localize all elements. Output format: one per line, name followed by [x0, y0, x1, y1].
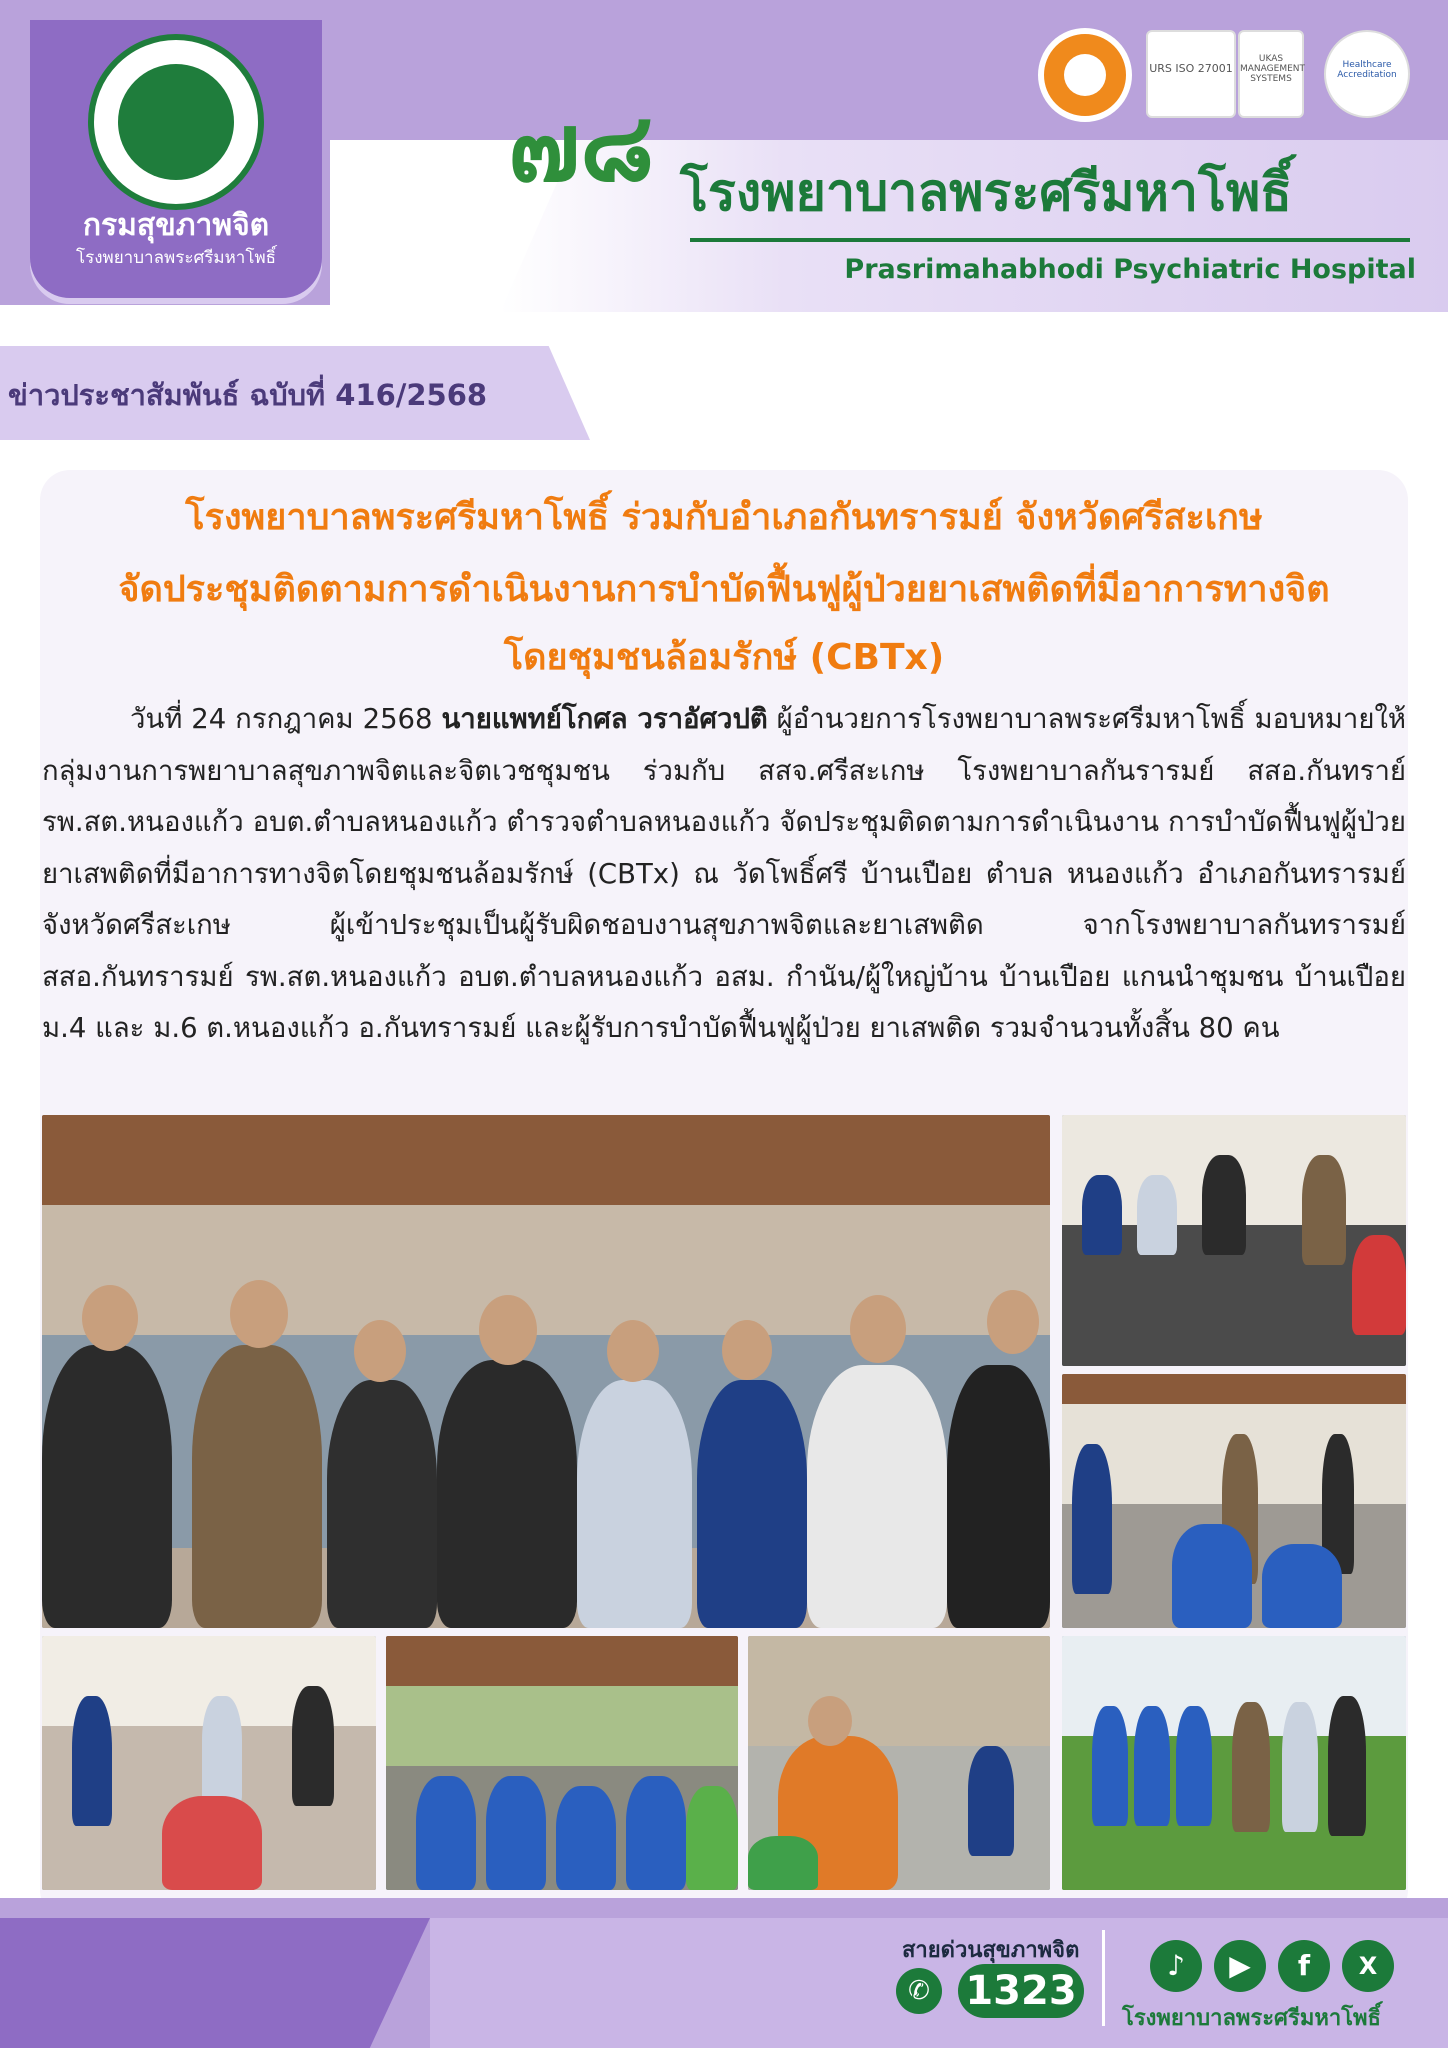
hotline-label: สายด่วนสุขภาพจิต	[902, 1938, 1080, 1963]
footer-hospital-name: โรงพยาบาลพระศรีมหาโพธิ์	[1122, 2006, 1381, 2031]
photo-meeting-2	[386, 1636, 738, 1890]
hospital-emblem-center	[1064, 54, 1106, 96]
photo-presentation-1	[1062, 1115, 1406, 1366]
youtube-icon[interactable]: ▶	[1214, 1940, 1266, 1992]
photo-monk-visit	[748, 1636, 1050, 1890]
department-name: กรมสุขภาพจิต	[82, 208, 270, 243]
body-date: วันที่ 24 กรกฎาคม 2568	[130, 703, 442, 735]
hospital-name-th: โรงพยาบาลพระศรีมหาโพธิ์	[680, 163, 1293, 223]
x-twitter-icon[interactable]: X	[1342, 1940, 1394, 1992]
photo-meeting-1	[42, 1636, 376, 1890]
photo-group-main	[42, 1115, 1050, 1628]
anniversary-logo: ๗๘	[508, 90, 655, 203]
ha-cert-logo	[1324, 30, 1410, 118]
article-body	[42, 694, 1406, 1055]
ministry-seal-emblem	[118, 64, 234, 180]
body-rest: ผู้อำนวยการโรงพยาบาลพระศรีมหาโพธิ์ มอบหมายให้กลุ่มงานการพยาบาลสุขภาพจิตและจิตเวชชุมชน ร่วมกับ สสจ.ศรีสะเกษ โรงพยาบาลกันรารมย์ สสอ.กันทราย์ รพ.สต.หนองแก้ว อบต.ตำบลหนองแก้ว ตำรวจตำบลหนองแก้ว จัดประชุมติดตามการดำเนินงาน การบำบัดฟื้นฟูผู้ป่วยยาเสพติดที่มีอาการทางจิตโดยชุมชนล้อมรักษ์ (CBTx) ณ วัดโพธิ์ศรี บ้านเปือย ตำบล หนองแก้ว อำเภอกันทรารมย์ จังหวัดศรีสะเกษ ผู้เข้าประชุมเป็นผู้รับผิดชอบงานสุขภาพจิตและยาเสพติด จากโรงพยาบาลกันทรารมย์ สสอ.กันทรารมย์ รพ.สต.หนองแก้ว อบต.ตำบลหนองแก้ว อสม. กำนัน/ผู้ใหญ่บ้าน บ้านเปือย แกนนำชุมชน บ้านเปือย ม.4 และ ม.6 ต.หนองแก้ว อ.กันทรารมย์ และผู้รับการบำบัดฟื้นฟูผู้ป่วย ยาเสพติด รวมจำนวนทั้งสิ้น 80 คน	[42, 703, 1406, 1044]
tiktok-icon[interactable]: ♪	[1150, 1940, 1202, 1992]
department-subtitle: โรงพยาบาลพระศรีมหาโพธิ์	[75, 248, 277, 268]
facebook-icon[interactable]: f	[1278, 1940, 1330, 1992]
headline-line-1: โรงพยาบาลพระศรีมหาโพธิ์ ร่วมกับอำเภอกันทรารมย์ จังหวัดศรีสะเกษ	[185, 497, 1263, 538]
photo-presentation-2	[1062, 1374, 1406, 1628]
urs-cert-text: URS ISO 27001	[1149, 62, 1233, 75]
body-person: นายแพทย์โกศล วราอัศวปติ	[441, 703, 768, 735]
title-divider	[690, 238, 1410, 242]
hospital-name-en: Prasrimahabhodi Psychiatric Hospital	[844, 254, 1416, 285]
hotline-number[interactable]: 1323	[958, 1964, 1084, 2018]
ha-cert-text: Healthcare Accreditation	[1337, 60, 1397, 80]
ukas-cert-text: UKAS MANAGEMENT SYSTEMS	[1240, 54, 1305, 84]
urs-cert-logo	[1146, 30, 1236, 118]
photo-field-visit	[1062, 1636, 1406, 1890]
headline-line-2: จัดประชุมติดตามการดำเนินงานการบำบัดฟื้นฟูผู้ป่วยยาเสพติดที่มีอาการทางจิต	[118, 569, 1330, 610]
phone-icon: ✆	[896, 1968, 942, 2014]
headline-line-3: โดยชุมชนล้อมรักษ์ (CBTx)	[503, 637, 945, 678]
press-release-number: ข่าวประชาสัมพันธ์ ฉบับที่ 416/2568	[8, 378, 488, 412]
ukas-cert-logo	[1238, 30, 1304, 118]
footer-divider	[1102, 1930, 1105, 2026]
footer-dark-shape	[0, 1918, 430, 2048]
